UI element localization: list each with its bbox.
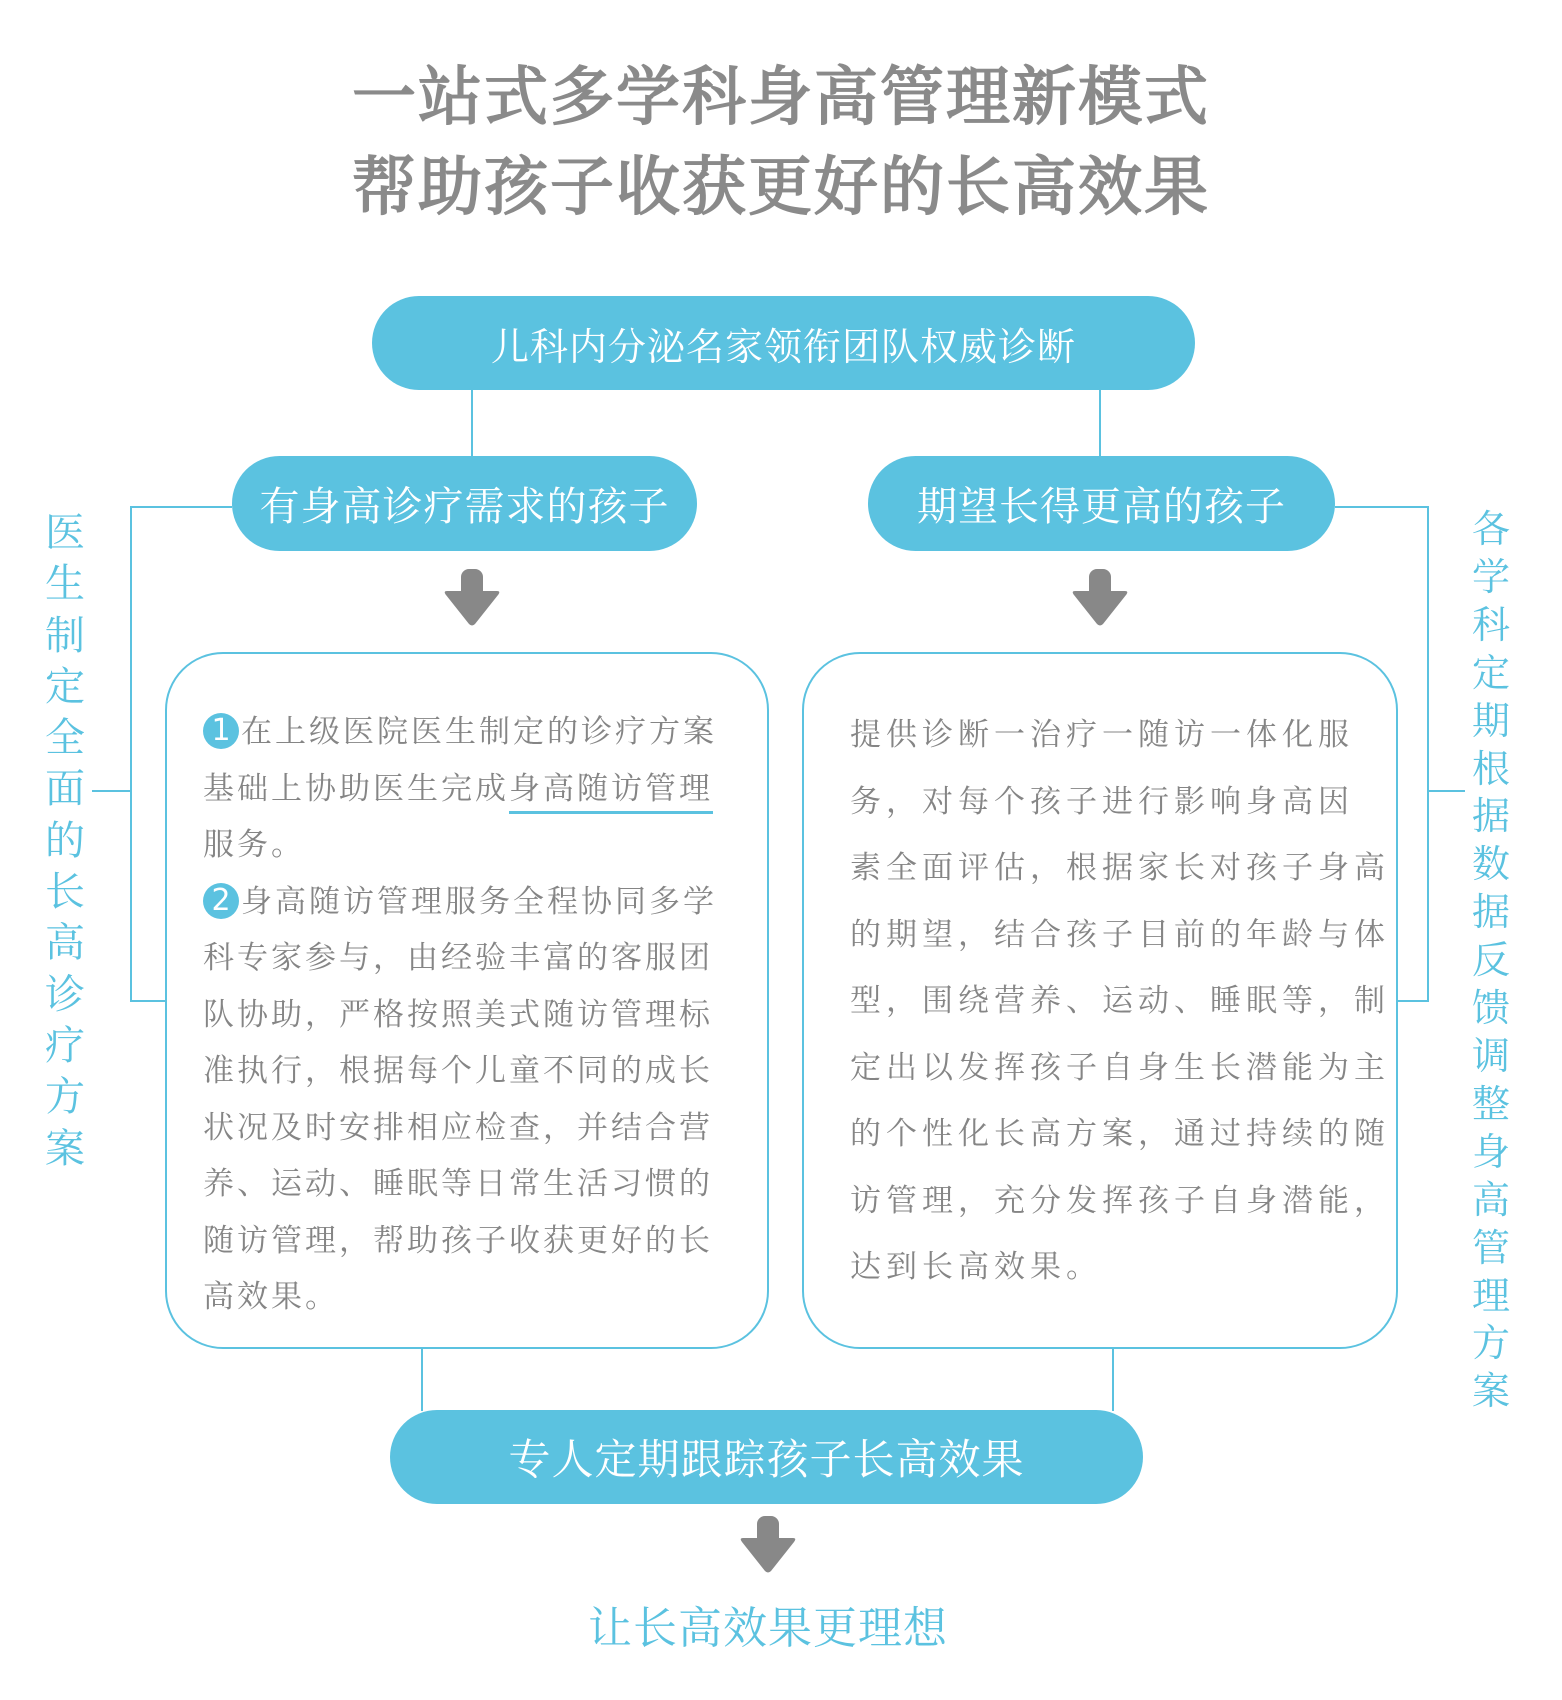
bracket-left-tick: [92, 790, 130, 792]
connector-top-left: [471, 390, 473, 456]
side-label-char: 管: [1471, 1225, 1510, 1270]
final-result: 让长高效果更理想: [588, 1603, 948, 1654]
branch-label-right: 期望长得更高的孩子: [917, 484, 1286, 530]
item-2-line-3: 队协助，严格按照美式随访管理标: [203, 996, 713, 1033]
bracket-right-tick: [1427, 790, 1465, 792]
number-badge-1: 1: [203, 713, 239, 749]
content-box-left: [165, 652, 769, 1349]
content-left-text: [203, 704, 717, 1326]
right-line-6: 定出以发挥孩子自身生长潜能为主: [850, 1049, 1390, 1086]
side-label-char: 生: [45, 561, 85, 608]
number-badge-2: 2: [203, 883, 239, 919]
side-label-char: 整: [1471, 1081, 1510, 1126]
side-label-char: 全: [45, 715, 85, 762]
arrow-down-icon: [443, 569, 501, 627]
side-label-char: 数: [1471, 842, 1510, 887]
item-2-line-1: 2 身高随访管理服务全程协同多学: [203, 874, 717, 931]
side-label-char: 方: [45, 1074, 85, 1121]
side-label-char: 制: [45, 612, 85, 659]
side-label-char: 据: [1471, 890, 1510, 935]
branch-label-left: 有身高诊疗需求的孩子: [259, 484, 670, 530]
underlined-highlight: 身高随访管理: [509, 771, 713, 814]
item-2-line-7: 随访管理，帮助孩子收获更好的长: [203, 1222, 713, 1259]
content-right-text: [850, 702, 1390, 1301]
side-label-char: 调: [1471, 1033, 1510, 1078]
bottom-node-label: 专人定期跟踪孩子长高效果: [508, 1435, 1025, 1484]
arrow-down-icon: [739, 1516, 797, 1574]
side-label-char: 高: [1471, 1177, 1510, 1222]
title-line-2: 帮助孩子收获更好的长高效果: [352, 151, 1210, 225]
side-label-char: 定: [45, 663, 85, 710]
item-2-line-8: 高效果。: [203, 1279, 339, 1315]
bracket-right-top: [1335, 506, 1429, 508]
side-label-char: 理: [1471, 1273, 1510, 1318]
side-label-char: 期: [1471, 698, 1510, 743]
side-label-left: [40, 508, 90, 1175]
side-label-char: 根: [1471, 746, 1510, 791]
side-label-char: 反: [1471, 938, 1510, 983]
right-line-9: 达到长高效果。: [850, 1249, 1102, 1285]
connector-top-right: [1099, 390, 1101, 456]
item-1-line-2: 基础上协助医生完成身高随访管理: [203, 761, 717, 818]
right-line-5: 型，围绕营养、运动、睡眠等，制: [850, 983, 1390, 1019]
side-label-char: 高: [45, 920, 85, 967]
branch-node-medical-need: [232, 456, 697, 551]
branch-node-want-taller: [868, 456, 1335, 551]
side-label-char: 据: [1471, 794, 1510, 839]
item-1-line-3: 服务。: [203, 827, 305, 863]
title-line-1: 一站式多学科身高管理新模式: [352, 61, 1210, 135]
side-label-right: [1466, 506, 1516, 1416]
item-2-line-6: 养、运动、睡眠等日常生活习惯的: [203, 1166, 713, 1202]
right-line-8: 访管理，充分发挥孩子自身潜能，: [850, 1182, 1390, 1219]
arrow-down-icon: [1071, 569, 1129, 627]
bracket-left-vertical: [130, 506, 132, 1002]
side-label-char: 案: [1471, 1369, 1510, 1414]
bracket-left-top: [130, 506, 232, 508]
side-label-char: 身: [1471, 1129, 1510, 1174]
side-label-char: 馈: [1471, 986, 1510, 1031]
side-label-char: 疗: [45, 1022, 85, 1069]
top-node-diagnosis: [372, 296, 1195, 390]
connector-bottom-left: [421, 1349, 423, 1411]
side-label-char: 方: [1471, 1321, 1510, 1366]
bracket-left-bottom: [130, 1000, 166, 1002]
side-label-char: 面: [45, 766, 85, 813]
side-label-char: 诊: [45, 971, 85, 1018]
item-1-line-1: 1 在上级医院医生制定的诊疗方案: [203, 704, 717, 761]
side-label-char: 学: [1471, 554, 1510, 599]
item-2-line-5: 状况及时安排相应检查，并结合营: [203, 1109, 713, 1146]
right-line-3: 素全面评估，根据家长对孩子身高: [850, 850, 1390, 886]
side-label-char: 医: [45, 510, 85, 556]
connector-bottom-right: [1112, 1349, 1114, 1411]
side-label-char: 科: [1471, 602, 1510, 647]
bracket-right-vertical: [1427, 506, 1429, 1002]
item-2-line-4: 准执行，根据每个儿童不同的成长: [203, 1053, 713, 1089]
top-node-label: 儿科内分泌名家领衔团队权威诊断: [490, 324, 1076, 369]
side-label-char: 的: [45, 817, 85, 864]
bracket-right-bottom: [1396, 1000, 1429, 1002]
content-box-right: [802, 652, 1398, 1349]
bottom-node-tracking: [390, 1410, 1143, 1504]
side-label-char: 各: [1471, 507, 1510, 551]
right-line-1: 提供诊断一治疗一随访一体化服: [850, 717, 1354, 753]
side-label-char: 定: [1471, 650, 1510, 695]
side-label-char: 案: [45, 1125, 85, 1172]
right-line-4: 的期望，结合孩子目前的年龄与体: [850, 916, 1390, 953]
right-line-7: 的个性化长高方案，通过持续的随: [850, 1116, 1390, 1152]
side-label-char: 长: [45, 869, 85, 916]
right-line-2: 务，对每个孩子进行影响身高因: [850, 783, 1354, 820]
item-2-line-2: 科专家参与，由经验丰富的客服团: [203, 940, 713, 976]
